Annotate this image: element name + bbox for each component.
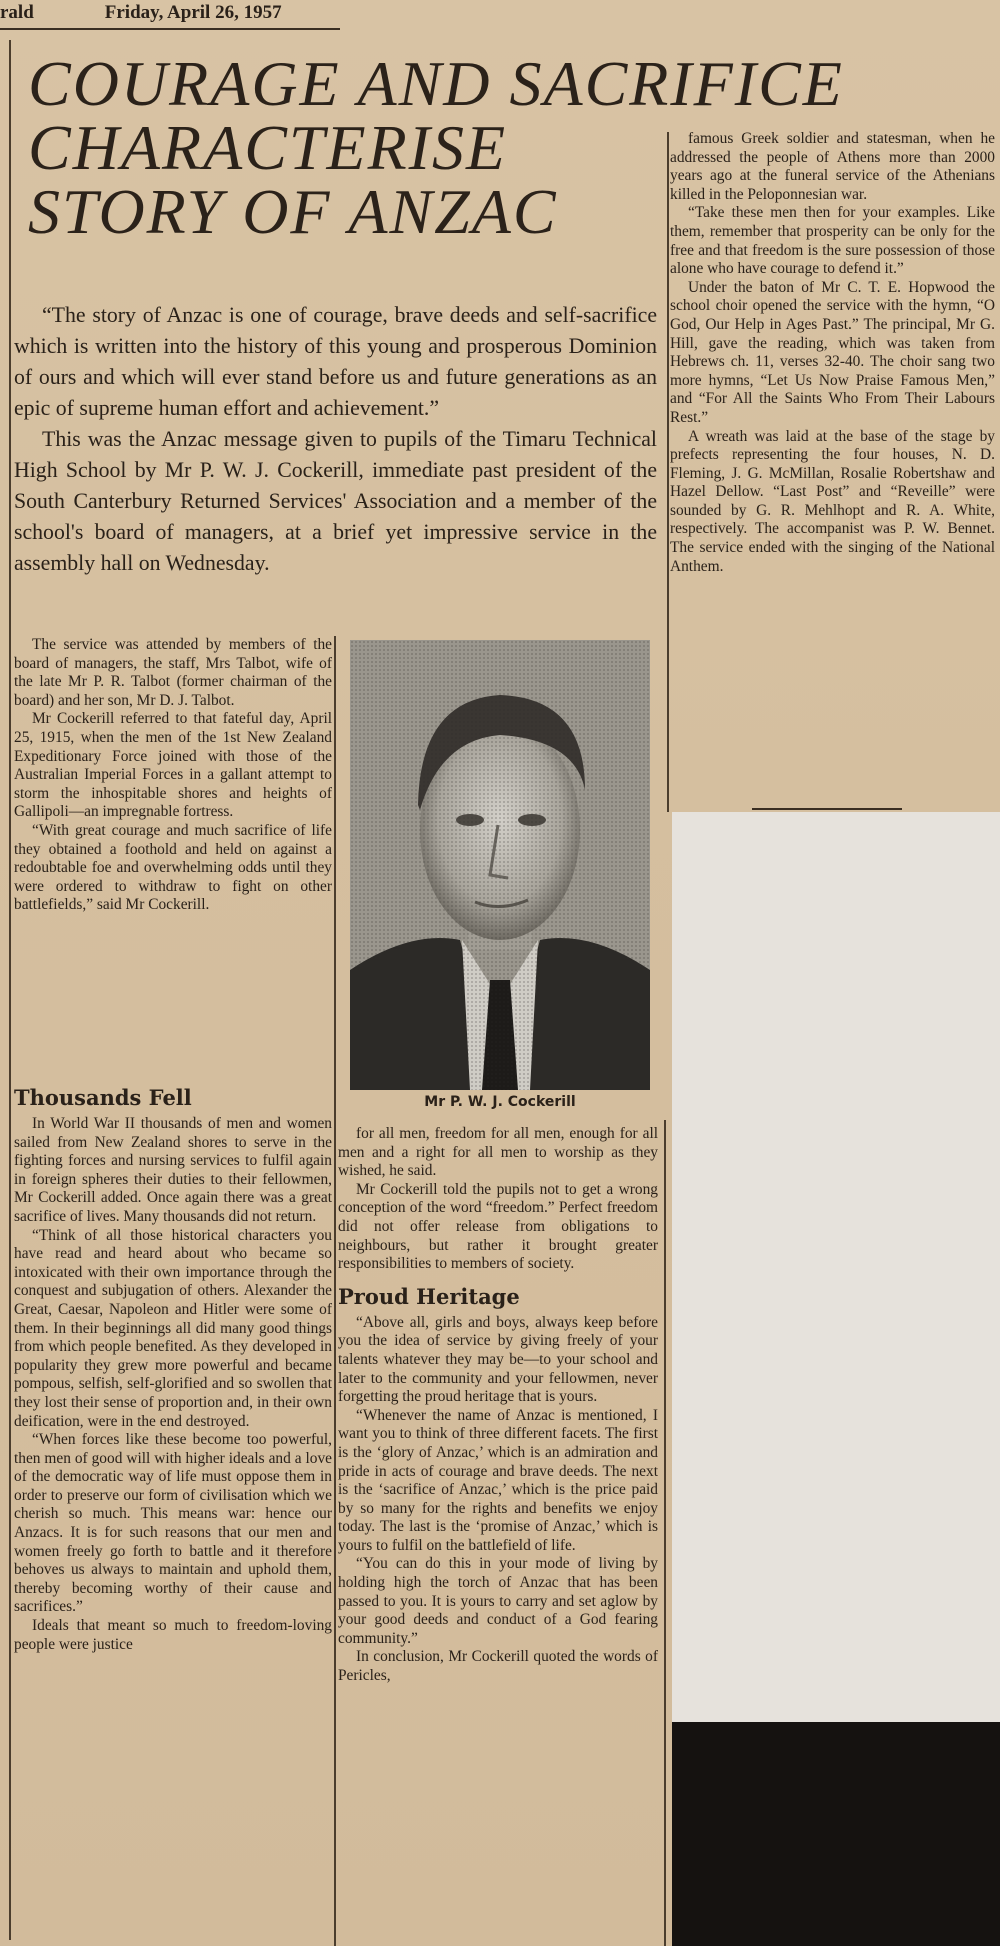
masthead [0,0,340,30]
headline-line: STORY OF ANZAC [28,176,558,247]
headline-line: CHARACTERISE [28,112,508,183]
paragraph: The service was attended by members of the board of managers, the staff, Mrs Talbot, wife of the late Mr P. R. Talbot (former chairman of the board) and her son, Mr D. J. Talbot. [14,636,332,709]
paragraph: “With great courage and much sacrifice of life they obtained a foothold and held on against a redoubtable foe and overwhelming odds until they were ordered to withdraw to fight on other battlefields,” said Mr Cockerill. [14,821,332,914]
newspaper-name: rald [0,2,34,23]
paragraph: “Above all, girls and boys, always keep before you the idea of service by giving freely of your talents whatever they may be—to your school and later to the community and your fellowmen, never forgetting the proud heritage that is yours. [338,1313,658,1406]
subheading: Proud Heritage [338,1283,520,1309]
paragraph: Ideals that meant so much to freedom-loving people were justice [14,1617,332,1653]
paragraph: In conclusion, Mr Cockerill quoted the words of Pericles, [338,1648,658,1685]
article-column-1-continued [14,1075,332,1654]
paragraph: “Take these men then for your examples. Like them, remember that prosperity can be only for the free and that freedom is the sure possession of those alone who have courage to defend it.” [670,204,995,278]
paragraph: “Whenever the name of Anzac is mentioned, I want you to think of three different facets. The first is the ‘glory of Anzac,’ which is an admiration and pride in acts of courage and brave deeds. The next is the ‘sacrifice of Anzac,’ which is the price paid by so many for the rights and benefits we enjoy today. The last is the ‘promise of Anzac,’ which is yours to fulfil on the battlefield of life. [338,1406,658,1554]
article-column-1 [14,636,332,915]
column-rule [334,636,336,1946]
paragraph: In World War II thousands of men and women sailed from New Zealand shores to serve in the fighting forces and nursing services to fulfil again in foreign spheres their duties to their fellowmen, Mr Cockerill added. Once again there was a great sacrifice of lives. Many thousands did not return. [14,1115,332,1225]
lead-paragraph: This was the Anzac message given to pupils of the Timaru Technical High School by Mr P. W. J. Cockerill, immediate past president of the South Canterbury Returned Services' Association and a member of the school's board of managers, at a brief yet impressive service in the assembly hall on Wednesday. [14,427,657,575]
end-of-article-rule [752,808,902,810]
portrait-photo [350,640,650,1090]
photo-caption: Mr P. W. J. Cockerill [424,1094,576,1110]
portrait-image [350,640,650,1090]
article-column-3 [670,130,995,576]
column-rule [664,1120,666,1946]
paragraph: A wreath was laid at the base of the stage by prefects representing the four houses, N. D. Fleming, J. G. McMillan, Rosalie Robertshaw and Hazel Dellow. “Last Post” and “Reveille” were sounded by G. R. Mehlhopt and R. A. White, respectively. The accompanist was P. W. Bennet. The service ended with the singing of the National Anthem. [670,427,995,575]
left-column-rule [9,40,11,1940]
publication-date: Friday, April 26, 1957 [104,2,282,23]
paragraph: “When forces like these become too powerful, then men of good will with higher ideals and a love of the democratic way of life must oppose them in order to preserve our form of civilisation which we cherish so much. This means war: hence our Anzacs. It is for such reasons that our men and women freely go forth to battle and it therefore behoves us always to maintain and uphold them, thereby becoming worthy of their cause and sacrifices.” [14,1431,332,1616]
paragraph: Mr Cockerill told the pupils not to get a wrong conception of the word “freedom.” Perfect freedom did not offer release from obligations to neighbours, but rather it brought greater responsibilities to members of society. [338,1180,658,1273]
lead-paragraphs [14,300,657,579]
lead-paragraph: “The story of Anzac is one of courage, brave deeds and self-sacrifice which is written into the history of this young and prosperous Dominion of ours and which will ever stand before us and future generations as an epic of supreme human effort and achievement.” [14,303,657,420]
paragraph: “Think of all those historical characters you have read and heard about who became so intoxicated with their own importance through the conquest and subjugation of others. Alexander the Great, Caesar, Napoleon and Hitler were some of them. In their beginnings all did many good things from which people benefited. As they developed in popularity they grew more powerful and became pompous, selfish, self-glorified and so swollen that they lost their sense of proportion and, in their own deification, were in the end destroyed. [14,1226,332,1430]
subheading: Thousands Fell [14,1085,192,1110]
article-column-2 [338,1125,658,1686]
scan-background-area [672,812,1000,1722]
headline-line: COURAGE AND SACRIFICE [28,48,844,119]
paragraph: Under the baton of Mr C. T. E. Hopwood the school choir opened the service with the hymn, “O God, Our Help in Ages Past.” The principal, Mr G. Hill, gave the reading, which was taken from Hebrews ch. 11, verses 32-40. The choir sang two more hymns, “Let Us Now Praise Famous Men,” and “For All the Saints Who From Their Labours Rest.” [670,278,995,426]
scan-dark-background [672,1722,1000,1946]
paragraph: Mr Cockerill referred to that fateful day, April 25, 1915, when the men of the 1st New Zealand Expeditionary Force joined with those of the Australian Imperial Forces in a gallant attempt to storm the inhospitable shores and heights of Gallipoli—an impregnable fortress. [14,710,332,821]
paragraph: “You can do this in your mode of living by holding high the torch of Anzac that has been passed to you. It is yours to carry and set aglow by your good deeds and conduct of a God fearing community.” [338,1555,658,1647]
paragraph: famous Greek soldier and statesman, when he addressed the people of Athens more than 2000 years ago at the funeral service of the Athenians killed in the Peloponnesian war. [670,130,995,203]
paragraph: for all men, freedom for all men, enough for all men and a right for all men to worship as they wished, he said. [338,1125,658,1180]
column-rule [667,132,669,812]
